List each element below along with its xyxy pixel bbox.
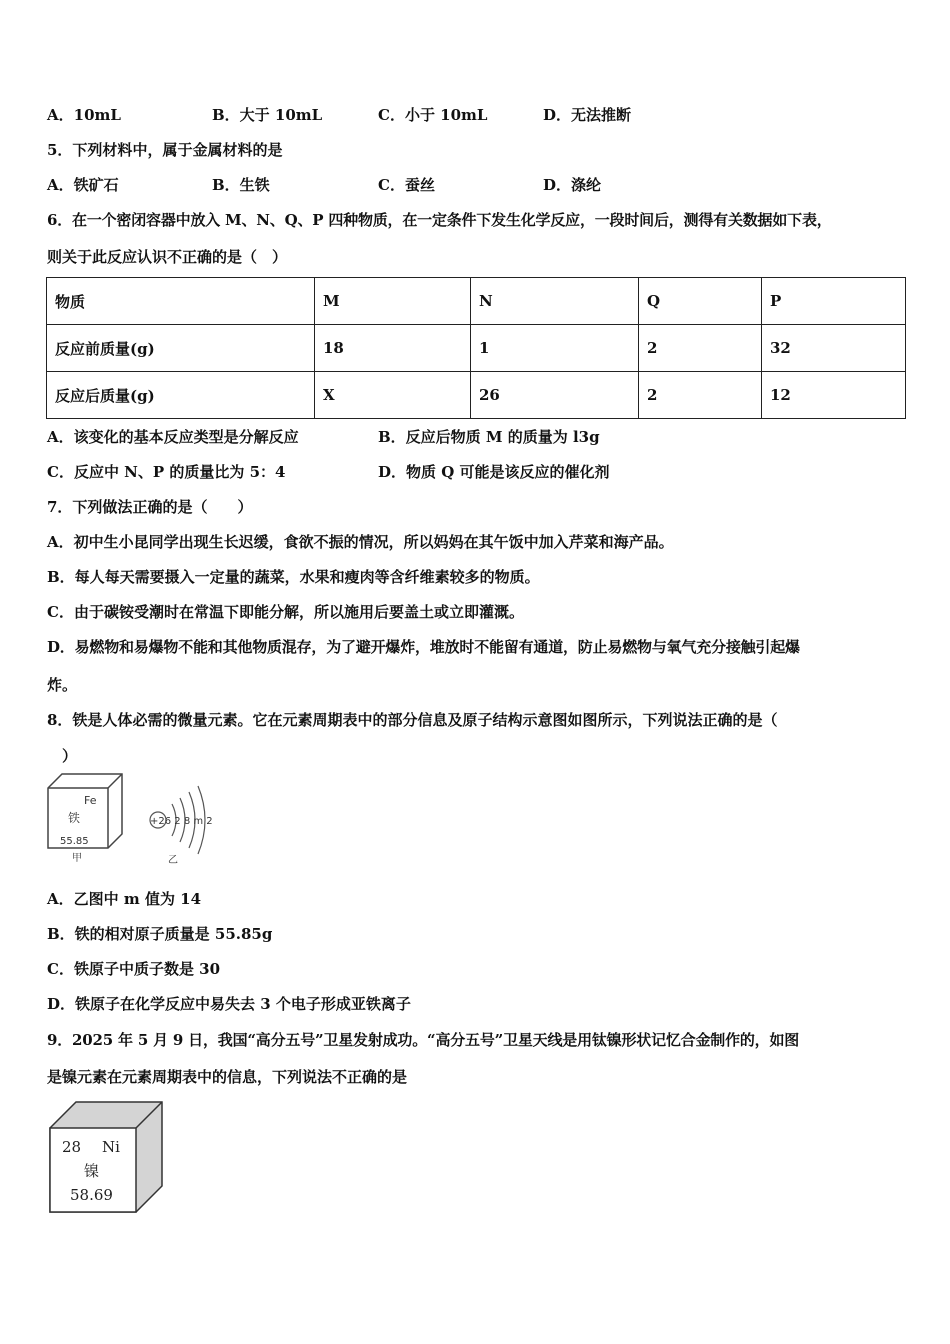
table-cell: 反应后质量(g) [47, 372, 315, 419]
q8-option-a: A．乙图中 m 值为 14 [47, 890, 202, 908]
q9-stem-line1: 9．2025 年 5 月 9 日，我国“高分五号”卫星发射成功。“高分五号”卫星天线是用钛镍形状记忆合金制作的，如图 [47, 1031, 800, 1049]
table-cell: M [315, 278, 471, 325]
q8-option-c: C．铁原子中质子数是 30 [47, 960, 221, 978]
q6-stem-line2: 则关于此反应认识不正确的是（ ） [47, 248, 288, 266]
iron-atom-structure-diagram [150, 786, 213, 866]
q7-stem: 7．下列做法正确的是（ ） [47, 498, 253, 516]
q5-option-b: B．生铁 [212, 176, 270, 194]
table-row [47, 372, 906, 419]
q8-stem-line1: 8．铁是人体必需的微量元素。它在元素周期表中的部分信息及原子结构示意图如图所示，下列说法正确的是（ [47, 711, 778, 729]
iron-element-cell [48, 774, 122, 864]
q5-option-c: C．蚕丝 [378, 176, 435, 194]
table-cell: 2 [639, 325, 762, 372]
q5-option-d: D．涤纶 [543, 176, 602, 194]
table-cell: 物质 [47, 278, 315, 325]
q7-option-b: B．每人每天需要摄入一定量的蔬菜，水果和瘦肉等含纤维素较多的物质。 [47, 568, 540, 586]
table-cell: 18 [315, 325, 471, 372]
q5-stem: 5．下列材料中，属于金属材料的是 [47, 141, 283, 159]
table-cell: 32 [762, 325, 906, 372]
nickel-symbol: Ni [102, 1138, 120, 1156]
q6-option-d: D．物质 Q 可能是该反应的催化剂 [378, 463, 610, 481]
q7-option-d-continued: 炸。 [47, 676, 78, 694]
q8-option-b: B．铁的相对原子质量是 55.85g [47, 925, 273, 943]
q7-option-c: C．由于碳铵受潮时在常温下即能分解，所以施用后要盖土或立即灌溉。 [47, 603, 524, 621]
table-cell: 12 [762, 372, 906, 419]
iron-mass: 55.85 [60, 836, 89, 847]
q4-option-c: C．小于 10mL [378, 106, 488, 124]
table-cell: 2 [639, 372, 762, 419]
q9-stem-line2: 是镍元素在元素周期表中的信息，下列说法不正确的是 [47, 1068, 408, 1086]
q4-option-a: A．10mL [47, 106, 121, 124]
q6-option-b: B．反应后物质 M 的质量为 l3g [378, 428, 600, 446]
q8-figure [44, 770, 214, 868]
q6-data-table [46, 277, 906, 419]
q4-option-d: D．无法推断 [543, 106, 632, 124]
table-cell: 1 [471, 325, 639, 372]
label-jia: 甲 [72, 853, 82, 864]
q6-option-c: C．反应中 N、P 的质量比为 5：4 [47, 463, 286, 481]
nickel-name: 镍 [84, 1162, 100, 1180]
nickel-mass: 58.69 [70, 1186, 113, 1204]
q6-option-a: A．该变化的基本反应类型是分解反应 [47, 428, 299, 446]
table-cell: X [315, 372, 471, 419]
q7-option-a: A．初中生小昆同学出现生长迟缓，食欲不振的情况，所以妈妈在其午饭中加入芹菜和海产品。 [47, 533, 674, 551]
q8-option-d: D．铁原子在化学反应中易失去 3 个电子形成亚铁离子 [47, 995, 411, 1013]
iron-name: 铁 [68, 811, 81, 825]
table-cell: 反应前质量(g) [47, 325, 315, 372]
q7-option-d: D．易燃物和易爆物不能和其他物质混存，为了避开爆炸，堆放时不能留有通道，防止易燃物与氧气充分接触引起爆 [47, 638, 800, 656]
table-header-row [47, 278, 906, 325]
nickel-atomic-number: 28 [62, 1138, 82, 1156]
table-cell: Q [639, 278, 762, 325]
q8-stem-line2: ） [62, 747, 78, 765]
q5-option-a: A．铁矿石 [47, 176, 119, 194]
table-cell: P [762, 278, 906, 325]
table-cell: N [471, 278, 639, 325]
q6-stem-line1: 6．在一个密闭容器中放入 M、N、Q、P 四种物质，在一定条件下发生化学反应，一段时间后，测得有关数据如下表， [47, 211, 832, 229]
nickel-element-cell [46, 1100, 166, 1216]
iron-symbol: Fe [84, 794, 97, 807]
q4-option-b: B．大于 10mL [212, 106, 323, 124]
table-cell: 26 [471, 372, 639, 419]
atom-shell-text: +26 2 8 m 2 [150, 816, 213, 827]
label-yi: 乙 [168, 855, 178, 866]
table-row [47, 325, 906, 372]
